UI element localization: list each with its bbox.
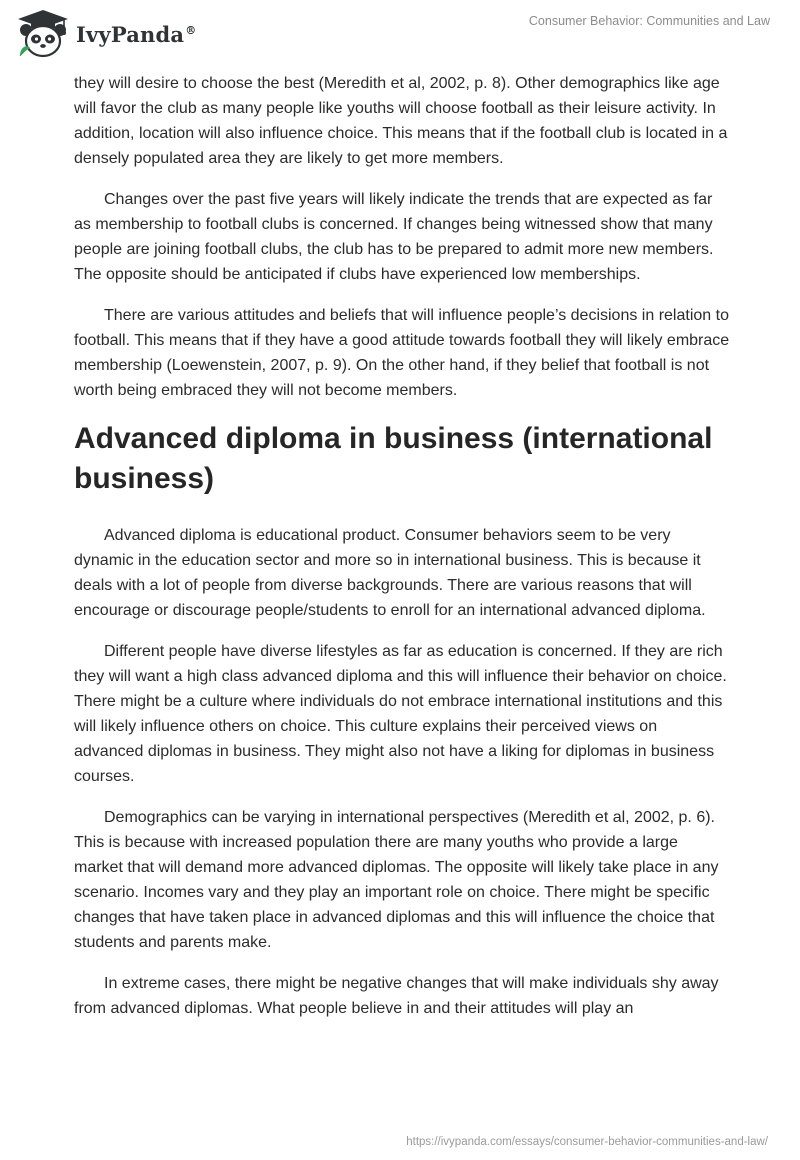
source-url[interactable]: https://ivypanda.com/essays/consumer-behavior-communities-and-law/	[406, 1136, 768, 1148]
paragraph: Different people have diverse lifestyles as far as education is concerned. If they are rich they will want a high class advanced diploma and this will influence their behavior on choice. There might be a culture where individuals do not embrace international institutions and this will likely influence others on choice. This culture explains their perceived views on advanced diplomas in business. They might also not have a liking for diplomas in business courses.	[74, 643, 727, 785]
essay-body	[74, 71, 730, 1037]
page-header	[0, 0, 800, 66]
paragraph: In extreme cases, there might be negative changes that will make individuals shy away from advanced diplomas. What people believe in and their attitudes will play an	[74, 975, 719, 1017]
paragraph: Advanced diploma is educational product. Consumer behaviors seem to be very dynamic in the education sector and more so in international business. This is because it deals with a lot of people from diverse backgrounds. There are various reasons that will encourage or discourage people/students to enroll for an international advanced diploma.	[74, 527, 706, 619]
paragraph: There are various attitudes and beliefs that will influence people’s decisions in relation to football. This means that if they have a good attitude towards football they will likely embrace membership (Loewenstein, 2007, p. 9). On the other hand, if they belief that football is not worth being embraced they will not become members.	[74, 307, 730, 399]
ivypanda-logo[interactable]	[14, 8, 196, 60]
section-heading: Advanced diploma in business (international business)	[74, 422, 713, 495]
panda-graduate-icon	[14, 8, 72, 60]
paragraph: Demographics can be varying in international perspectives (Meredith et al, 2002, p. 6). This is because with increased population there are many youths who provide a large market that will demand more advanced diplomas. The opposite will likely take place in any scenario. Incomes vary and they play an important role on choice. There might be specific changes that have taken place in advanced diplomas and this will influence the choice that students and parents make.	[74, 809, 719, 951]
paragraph: they will desire to choose the best (Meredith et al, 2002, p. 8). Other demographics like age will favor the club as many people like youths will choose football as their leisure activity. In addition, location will also influence choice. This means that if the football club is located in a densely populated area they are likely to get more members.	[74, 75, 728, 167]
document-title: Consumer Behavior: Communities and Law	[528, 14, 770, 28]
paragraph: Changes over the past five years will likely indicate the trends that are expected as far as membership to football clubs is concerned. If changes being witnessed show that many people are joining football clubs, the club has to be prepared to admit more new members. The opposite should be anticipated if clubs have experienced low memberships.	[74, 191, 714, 283]
brand-name: IvyPanda®	[76, 21, 197, 47]
